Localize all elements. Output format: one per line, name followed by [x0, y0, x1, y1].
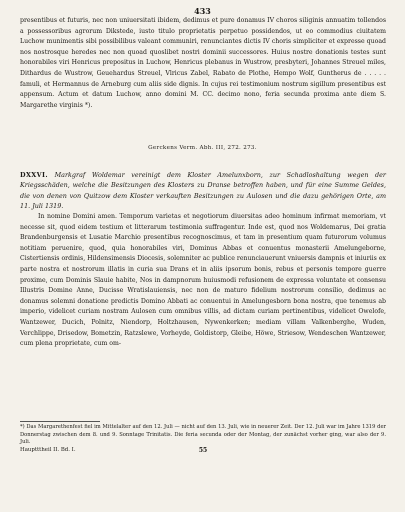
footer-volume: Hauptttheil II. Bd. I.: [20, 447, 76, 453]
document-heading-text: Markgraf Woldemar vereinigt dem Kloster Amelunxborn, zur Schadloshaltung wegen der Kriegsschäden, welche die Besitzungen des Klosters zu Dranse betroffen haben, und für eine Summe Geldes, die von denen von Quitzow dem Kloster verkauften Besitzungen zu Aulosen und die dazu gehörigen Orte, am 11. Juli 1319.: [20, 171, 386, 211]
footer-signature: 55: [198, 447, 208, 454]
footnote-divider: [20, 421, 100, 422]
document-body-text: In nomine Domini amen. Temporum varietas et negotiorum diuersitas adeo hominum infirmat memoriam, vt necesse sit, quod eidem testium et litterarum testimonia suffragentur. Inde est, quod nos Woldemarus, Dei gratia Brandenburgensis et Lusatie Marchio presentibus recognoscimus, et tam in presentium quam futurorum volumus notitiam peruenire, quod, quia honorabiles viri, Dominus Abbas et conuentus monasterii Amelungeborne, Cistertiensis ordinis, Hildensimensis Diocesis, solemniter ac publice renunciauerunt vniuersis dampnis et iniuriis ex parte nostra et nostrorum illatis in curia sua Drans et in aliis ipsorum bonis, rebus et personis tempore guerre proxime, cum Dominis Slauie habite, Nos in dampnorum huiusmodi refusionem de expressa voluntate et consensu Illustris Domine Anne, Ducisse Wratislauiensis, nec non de maturo fidelium nostrorum consilio, dedimus ac donamus solemni donatione predictis Domino Abbati ac conuentui in Amelungesborn bona nostra, que tenemus ab imperio, videlicet curiam nostram Aulosen cum omnibus villis, ad dictam curiam pertinentibus, videlicet Owelofe, Wantzewer, Ducich, Polnitz, Niendorp, Holtzhausen, Nywenkerken; mediam villam Valkenberghe, Wuden, Verchlippe, Drisedow, Bometzin, Ratzslewe, Vorheyde, Goldistorp, Gleibe, Höwe, Striesow, Wendeschen Wantzewer, cum plena proprietate, cum om-: [20, 213, 386, 348]
continuation-paragraph: [20, 16, 386, 111]
continuation-text: presentibus et futuris, nec non uniuersitati ibidem, dedimus et pure donamus IV choros siliginis annuatim tollendos a possessoribus agrorum Dikstede, iusto titulo proprietatis perpetuo possidendos, ut eo commodius ciuitatem Luchow munimentis sibi possibilibus valeant communiri, renunciantes dictis IV choris simpliciter et expresse quoad nos nostrosque heredes nec non quoad quoslibet nostri dominii successores. Huius nostre donationis testes sunt honorabiles viri Henricus prepositus in Luchow, Henricus plebanus in Wustrow, presbyteri, Johannes Streuel miles, Dithardus de Wustrow, Geuehardus Streuel, Vlricus Zabel, Rabato de Plothe, Hempo Wolf, Guntherus de . . . . . famuli, et Hermannus de Arneburg cum aliis side dignis. In cujus rei testimonium nostrum sigillum presentibus est appensum. Actum et datum Luchow, anno domini M. CC. decimo nono, feria secunda proxima ante diem S. Margarethe virginis *).: [20, 17, 386, 109]
source-citation: Gerckens Verm. Abh. III, 272. 273.: [148, 145, 257, 151]
document-number: DXXVI.: [20, 171, 49, 179]
document-body: [20, 212, 386, 350]
footnote: *) Das Margarethenfest fiel im Mittelalter auf den 12. Juli — nicht auf den 13. Juli, wie in neuerer Zeit. Der 12. Juli war im Jahre 1319 der Donnerstag zwischen dem 8. und 9. Sonntage Trinitatis. Die feria secunda oder der Montag, der zunächst vorher ging, war also der 9. Juli.: [20, 424, 386, 446]
page-number: 433: [194, 6, 211, 16]
document-heading: [20, 170, 386, 212]
page-footer: [20, 447, 386, 456]
